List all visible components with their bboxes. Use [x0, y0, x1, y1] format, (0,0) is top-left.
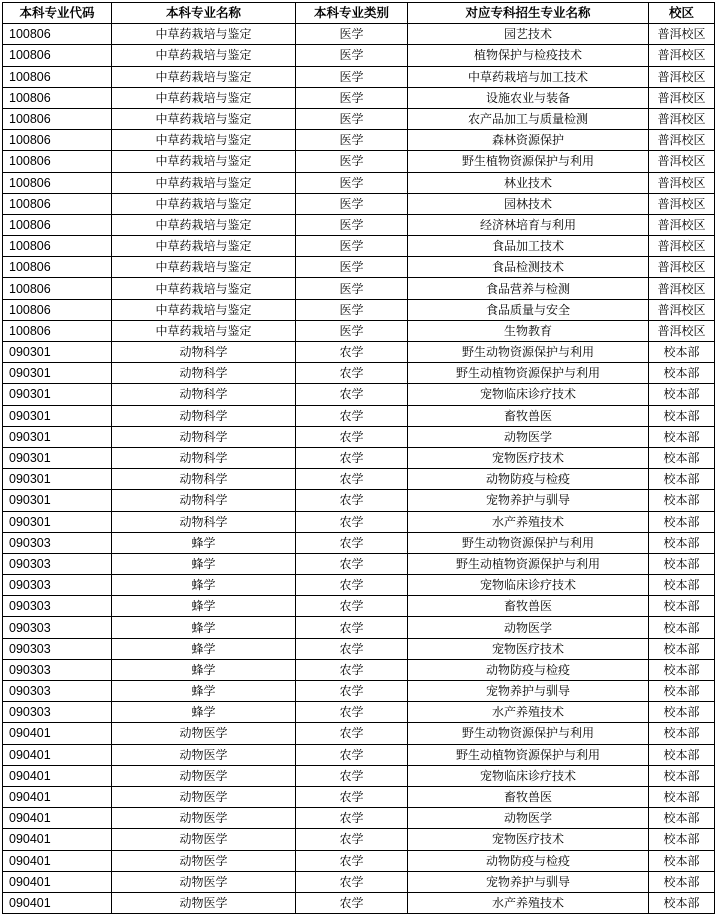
cell-junior-college-major: 动物医学	[408, 426, 649, 447]
cell-undergrad-category: 医学	[296, 320, 408, 341]
cell-campus: 校本部	[649, 511, 715, 532]
cell-undergrad-category: 农学	[296, 659, 408, 680]
cell-undergrad-category: 医学	[296, 24, 408, 45]
cell-junior-college-major: 植物保护与检疫技术	[408, 45, 649, 66]
cell-undergrad-code: 090301	[3, 447, 112, 468]
cell-undergrad-code: 090401	[3, 850, 112, 871]
cell-undergrad-code: 090303	[3, 553, 112, 574]
cell-undergrad-category: 农学	[296, 342, 408, 363]
cell-undergrad-code: 090401	[3, 871, 112, 892]
table-row	[3, 24, 715, 45]
table-row	[3, 172, 715, 193]
cell-junior-college-major: 动物防疫与检疫	[408, 659, 649, 680]
cell-undergrad-category: 医学	[296, 151, 408, 172]
cell-junior-college-major: 动物防疫与检疫	[408, 469, 649, 490]
cell-junior-college-major: 经济林培育与利用	[408, 214, 649, 235]
cell-undergrad-code: 090401	[3, 723, 112, 744]
cell-junior-college-major: 野生动植物资源保护与利用	[408, 744, 649, 765]
cell-undergrad-name: 蜂学	[112, 659, 296, 680]
table-row	[3, 130, 715, 151]
cell-undergrad-code: 090303	[3, 659, 112, 680]
cell-campus: 校本部	[649, 808, 715, 829]
cell-campus: 校本部	[649, 765, 715, 786]
cell-undergrad-name: 中草药栽培与鉴定	[112, 214, 296, 235]
cell-junior-college-major: 宠物养护与驯导	[408, 490, 649, 511]
cell-undergrad-category: 农学	[296, 702, 408, 723]
cell-undergrad-code: 100806	[3, 320, 112, 341]
cell-campus: 校本部	[649, 469, 715, 490]
cell-junior-college-major: 宠物养护与驯导	[408, 681, 649, 702]
cell-junior-college-major: 食品质量与安全	[408, 299, 649, 320]
cell-undergrad-code: 100806	[3, 278, 112, 299]
cell-undergrad-category: 医学	[296, 66, 408, 87]
cell-junior-college-major: 食品加工技术	[408, 236, 649, 257]
cell-junior-college-major: 畜牧兽医	[408, 786, 649, 807]
cell-undergrad-name: 中草药栽培与鉴定	[112, 193, 296, 214]
table-row	[3, 723, 715, 744]
cell-campus: 校本部	[649, 659, 715, 680]
cell-junior-college-major: 生物教育	[408, 320, 649, 341]
table-row	[3, 469, 715, 490]
table-row	[3, 363, 715, 384]
cell-campus: 校本部	[649, 681, 715, 702]
cell-campus: 校本部	[649, 850, 715, 871]
cell-undergrad-category: 农学	[296, 617, 408, 638]
cell-undergrad-name: 动物科学	[112, 490, 296, 511]
cell-junior-college-major: 野生动植物资源保护与利用	[408, 363, 649, 384]
table-body	[3, 24, 715, 914]
cell-undergrad-code: 090301	[3, 511, 112, 532]
table-row	[3, 596, 715, 617]
cell-campus: 普洱校区	[649, 214, 715, 235]
cell-undergrad-category: 农学	[296, 723, 408, 744]
cell-undergrad-code: 090303	[3, 617, 112, 638]
cell-undergrad-code: 090401	[3, 892, 112, 913]
cell-undergrad-name: 中草药栽培与鉴定	[112, 66, 296, 87]
cell-undergrad-code: 090301	[3, 426, 112, 447]
cell-campus: 校本部	[649, 426, 715, 447]
cell-undergrad-name: 中草药栽培与鉴定	[112, 278, 296, 299]
cell-junior-college-major: 野生动物资源保护与利用	[408, 723, 649, 744]
cell-undergrad-category: 医学	[296, 236, 408, 257]
cell-undergrad-category: 农学	[296, 765, 408, 786]
cell-undergrad-category: 农学	[296, 808, 408, 829]
cell-junior-college-major: 宠物临床诊疗技术	[408, 765, 649, 786]
cell-undergrad-code: 100806	[3, 151, 112, 172]
cell-undergrad-category: 农学	[296, 511, 408, 532]
cell-undergrad-category: 农学	[296, 384, 408, 405]
header-undergrad-code: 本科专业代码	[3, 3, 112, 24]
cell-undergrad-category: 农学	[296, 469, 408, 490]
cell-undergrad-category: 农学	[296, 829, 408, 850]
table-row	[3, 638, 715, 659]
cell-campus: 校本部	[649, 490, 715, 511]
cell-campus: 校本部	[649, 342, 715, 363]
cell-undergrad-name: 蜂学	[112, 638, 296, 659]
cell-junior-college-major: 宠物养护与驯导	[408, 871, 649, 892]
cell-undergrad-code: 100806	[3, 214, 112, 235]
cell-undergrad-code: 090301	[3, 405, 112, 426]
cell-junior-college-major: 园艺技术	[408, 24, 649, 45]
cell-undergrad-code: 100806	[3, 236, 112, 257]
cell-junior-college-major: 宠物医疗技术	[408, 638, 649, 659]
cell-junior-college-major: 宠物医疗技术	[408, 447, 649, 468]
cell-undergrad-name: 动物科学	[112, 342, 296, 363]
cell-junior-college-major: 宠物临床诊疗技术	[408, 384, 649, 405]
cell-undergrad-name: 蜂学	[112, 702, 296, 723]
table-row	[3, 45, 715, 66]
cell-undergrad-name: 中草药栽培与鉴定	[112, 172, 296, 193]
cell-junior-college-major: 宠物医疗技术	[408, 829, 649, 850]
table-row	[3, 765, 715, 786]
cell-campus: 普洱校区	[649, 299, 715, 320]
cell-undergrad-code: 090401	[3, 829, 112, 850]
table-row	[3, 447, 715, 468]
table-row	[3, 871, 715, 892]
cell-undergrad-category: 农学	[296, 638, 408, 659]
cell-campus: 校本部	[649, 702, 715, 723]
cell-campus: 普洱校区	[649, 278, 715, 299]
major-mapping-table	[2, 2, 715, 914]
cell-undergrad-name: 中草药栽培与鉴定	[112, 320, 296, 341]
cell-undergrad-name: 中草药栽培与鉴定	[112, 108, 296, 129]
cell-undergrad-name: 中草药栽培与鉴定	[112, 130, 296, 151]
cell-undergrad-category: 医学	[296, 193, 408, 214]
table-row	[3, 786, 715, 807]
cell-campus: 校本部	[649, 871, 715, 892]
cell-campus: 校本部	[649, 384, 715, 405]
cell-campus: 校本部	[649, 447, 715, 468]
cell-campus: 普洱校区	[649, 66, 715, 87]
table-row	[3, 108, 715, 129]
cell-campus: 普洱校区	[649, 320, 715, 341]
cell-undergrad-name: 动物科学	[112, 384, 296, 405]
cell-undergrad-code: 090401	[3, 765, 112, 786]
cell-campus: 普洱校区	[649, 45, 715, 66]
cell-undergrad-code: 100806	[3, 257, 112, 278]
cell-junior-college-major: 野生植物资源保护与利用	[408, 151, 649, 172]
table-row	[3, 659, 715, 680]
cell-undergrad-code: 100806	[3, 45, 112, 66]
cell-undergrad-code: 090303	[3, 702, 112, 723]
cell-undergrad-name: 动物科学	[112, 511, 296, 532]
table-row	[3, 681, 715, 702]
cell-junior-college-major: 宠物临床诊疗技术	[408, 575, 649, 596]
table-row	[3, 575, 715, 596]
table-row	[3, 405, 715, 426]
cell-junior-college-major: 森林资源保护	[408, 130, 649, 151]
cell-campus: 校本部	[649, 553, 715, 574]
cell-undergrad-name: 动物医学	[112, 786, 296, 807]
cell-undergrad-category: 农学	[296, 744, 408, 765]
cell-undergrad-name: 蜂学	[112, 575, 296, 596]
header-undergrad-category: 本科专业类别	[296, 3, 408, 24]
cell-undergrad-name: 动物科学	[112, 426, 296, 447]
cell-undergrad-code: 090401	[3, 786, 112, 807]
cell-undergrad-code: 090303	[3, 532, 112, 553]
table-row	[3, 808, 715, 829]
cell-campus: 普洱校区	[649, 130, 715, 151]
header-junior-college-major: 对应专科招生专业名称	[408, 3, 649, 24]
cell-undergrad-code: 100806	[3, 172, 112, 193]
cell-campus: 校本部	[649, 617, 715, 638]
table-row	[3, 850, 715, 871]
cell-campus: 普洱校区	[649, 24, 715, 45]
table-row	[3, 214, 715, 235]
cell-campus: 校本部	[649, 405, 715, 426]
cell-undergrad-code: 100806	[3, 130, 112, 151]
cell-undergrad-name: 中草药栽培与鉴定	[112, 45, 296, 66]
cell-campus: 校本部	[649, 786, 715, 807]
cell-undergrad-name: 中草药栽培与鉴定	[112, 299, 296, 320]
cell-junior-college-major: 食品营养与检测	[408, 278, 649, 299]
table-row	[3, 193, 715, 214]
cell-undergrad-category: 农学	[296, 532, 408, 553]
cell-undergrad-category: 医学	[296, 108, 408, 129]
cell-undergrad-category: 农学	[296, 596, 408, 617]
table-row	[3, 744, 715, 765]
cell-junior-college-major: 水产养殖技术	[408, 702, 649, 723]
cell-undergrad-code: 090301	[3, 469, 112, 490]
cell-undergrad-category: 医学	[296, 172, 408, 193]
cell-junior-college-major: 水产养殖技术	[408, 892, 649, 913]
cell-undergrad-code: 100806	[3, 108, 112, 129]
cell-undergrad-name: 动物医学	[112, 765, 296, 786]
cell-undergrad-name: 动物医学	[112, 892, 296, 913]
cell-undergrad-name: 中草药栽培与鉴定	[112, 24, 296, 45]
cell-undergrad-name: 中草药栽培与鉴定	[112, 87, 296, 108]
cell-campus: 普洱校区	[649, 193, 715, 214]
cell-campus: 校本部	[649, 596, 715, 617]
cell-junior-college-major: 动物医学	[408, 617, 649, 638]
cell-undergrad-name: 动物医学	[112, 723, 296, 744]
cell-undergrad-category: 医学	[296, 299, 408, 320]
cell-junior-college-major: 动物防疫与检疫	[408, 850, 649, 871]
cell-undergrad-code: 090301	[3, 490, 112, 511]
cell-undergrad-name: 动物科学	[112, 447, 296, 468]
cell-undergrad-name: 动物医学	[112, 871, 296, 892]
cell-undergrad-name: 动物科学	[112, 469, 296, 490]
cell-junior-college-major: 水产养殖技术	[408, 511, 649, 532]
cell-junior-college-major: 园林技术	[408, 193, 649, 214]
cell-undergrad-code: 090303	[3, 638, 112, 659]
cell-undergrad-category: 农学	[296, 405, 408, 426]
cell-undergrad-name: 动物科学	[112, 405, 296, 426]
cell-undergrad-name: 动物医学	[112, 850, 296, 871]
table-row	[3, 320, 715, 341]
cell-junior-college-major: 农产品加工与质量检测	[408, 108, 649, 129]
table-row	[3, 532, 715, 553]
cell-campus: 普洱校区	[649, 108, 715, 129]
table-row	[3, 66, 715, 87]
cell-undergrad-code: 100806	[3, 24, 112, 45]
cell-undergrad-category: 医学	[296, 45, 408, 66]
cell-undergrad-category: 农学	[296, 426, 408, 447]
table-row	[3, 892, 715, 913]
cell-undergrad-code: 090401	[3, 744, 112, 765]
cell-undergrad-category: 农学	[296, 786, 408, 807]
cell-undergrad-name: 动物医学	[112, 829, 296, 850]
table-row	[3, 236, 715, 257]
cell-undergrad-category: 医学	[296, 214, 408, 235]
cell-campus: 普洱校区	[649, 236, 715, 257]
cell-undergrad-name: 蜂学	[112, 596, 296, 617]
cell-undergrad-code: 100806	[3, 299, 112, 320]
cell-junior-college-major: 畜牧兽医	[408, 596, 649, 617]
cell-junior-college-major: 动物医学	[408, 808, 649, 829]
cell-junior-college-major: 畜牧兽医	[408, 405, 649, 426]
header-campus: 校区	[649, 3, 715, 24]
table-row	[3, 257, 715, 278]
cell-undergrad-category: 医学	[296, 87, 408, 108]
cell-undergrad-code: 090303	[3, 681, 112, 702]
cell-undergrad-category: 农学	[296, 850, 408, 871]
cell-undergrad-name: 蜂学	[112, 553, 296, 574]
cell-undergrad-code: 090301	[3, 363, 112, 384]
cell-campus: 普洱校区	[649, 151, 715, 172]
cell-campus: 校本部	[649, 363, 715, 384]
table-row	[3, 299, 715, 320]
header-row	[3, 3, 715, 24]
cell-undergrad-name: 蜂学	[112, 617, 296, 638]
cell-undergrad-category: 医学	[296, 130, 408, 151]
table-row	[3, 617, 715, 638]
cell-junior-college-major: 设施农业与装备	[408, 87, 649, 108]
cell-undergrad-code: 100806	[3, 87, 112, 108]
cell-undergrad-name: 动物科学	[112, 363, 296, 384]
cell-junior-college-major: 食品检测技术	[408, 257, 649, 278]
cell-junior-college-major: 野生动植物资源保护与利用	[408, 553, 649, 574]
table-row	[3, 278, 715, 299]
cell-undergrad-name: 蜂学	[112, 532, 296, 553]
cell-undergrad-code: 100806	[3, 66, 112, 87]
cell-junior-college-major: 野生动物资源保护与利用	[408, 342, 649, 363]
cell-campus: 普洱校区	[649, 87, 715, 108]
cell-undergrad-name: 动物医学	[112, 744, 296, 765]
cell-undergrad-code: 090401	[3, 808, 112, 829]
cell-campus: 普洱校区	[649, 257, 715, 278]
cell-undergrad-code: 090303	[3, 575, 112, 596]
cell-undergrad-code: 090301	[3, 384, 112, 405]
cell-undergrad-name: 中草药栽培与鉴定	[112, 257, 296, 278]
cell-campus: 校本部	[649, 829, 715, 850]
cell-campus: 校本部	[649, 744, 715, 765]
table-row	[3, 490, 715, 511]
cell-undergrad-code: 100806	[3, 193, 112, 214]
cell-undergrad-category: 农学	[296, 892, 408, 913]
cell-junior-college-major: 林业技术	[408, 172, 649, 193]
cell-undergrad-name: 蜂学	[112, 681, 296, 702]
cell-undergrad-name: 中草药栽培与鉴定	[112, 236, 296, 257]
cell-undergrad-code: 090301	[3, 342, 112, 363]
table-row	[3, 342, 715, 363]
cell-undergrad-category: 农学	[296, 553, 408, 574]
cell-undergrad-category: 医学	[296, 278, 408, 299]
cell-undergrad-name: 动物医学	[112, 808, 296, 829]
table-row	[3, 511, 715, 532]
cell-undergrad-category: 医学	[296, 257, 408, 278]
table-row	[3, 151, 715, 172]
cell-undergrad-category: 农学	[296, 490, 408, 511]
table-row	[3, 829, 715, 850]
cell-undergrad-name: 中草药栽培与鉴定	[112, 151, 296, 172]
cell-undergrad-category: 农学	[296, 363, 408, 384]
cell-campus: 校本部	[649, 575, 715, 596]
table-row	[3, 426, 715, 447]
cell-undergrad-category: 农学	[296, 871, 408, 892]
table-row	[3, 384, 715, 405]
cell-junior-college-major: 中草药栽培与加工技术	[408, 66, 649, 87]
cell-campus: 普洱校区	[649, 172, 715, 193]
cell-junior-college-major: 野生动物资源保护与利用	[408, 532, 649, 553]
cell-campus: 校本部	[649, 892, 715, 913]
cell-campus: 校本部	[649, 638, 715, 659]
header-undergrad-name: 本科专业名称	[112, 3, 296, 24]
cell-undergrad-code: 090303	[3, 596, 112, 617]
table-row	[3, 702, 715, 723]
cell-undergrad-category: 农学	[296, 447, 408, 468]
cell-undergrad-category: 农学	[296, 681, 408, 702]
cell-undergrad-category: 农学	[296, 575, 408, 596]
table-row	[3, 553, 715, 574]
cell-campus: 校本部	[649, 532, 715, 553]
cell-campus: 校本部	[649, 723, 715, 744]
table-header	[3, 3, 715, 24]
table-row	[3, 87, 715, 108]
